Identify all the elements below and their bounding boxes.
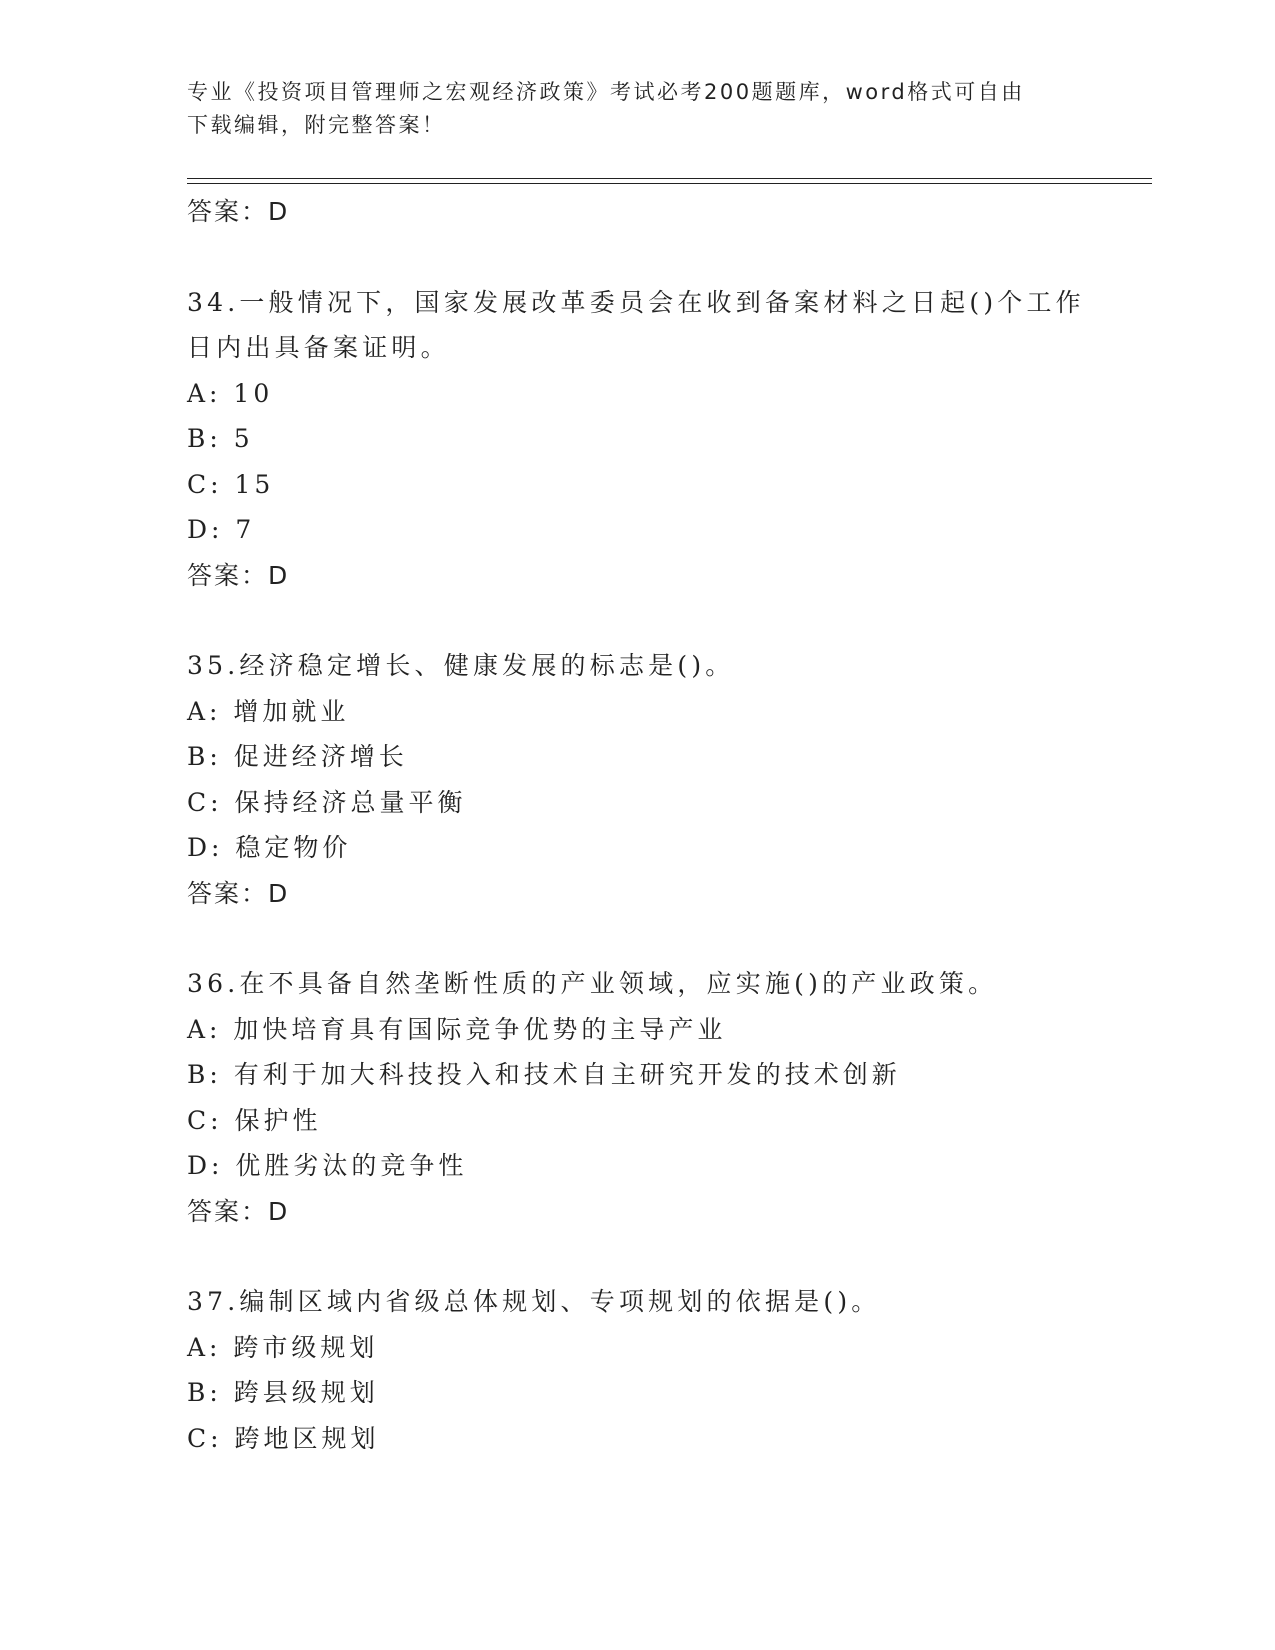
previous-answer: 答案：D <box>187 197 290 226</box>
header-line-2: 下载编辑，附完整答案！ <box>187 113 446 137</box>
option-b: B: 有利于加大科技投入和技术自主研究开发的技术创新 <box>187 1060 901 1089</box>
option-c: C: 15 <box>187 469 275 499</box>
header-rule-top <box>187 178 1152 179</box>
option-b: B: 5 <box>187 424 254 453</box>
option-d: D: 稳定物价 <box>187 833 352 862</box>
question-stem: 34.一般情况下，国家发展改革委员会在收到备案材料之日起()个工作 <box>187 287 1085 317</box>
option-b: B: 促进经济增长 <box>187 742 408 771</box>
option-c: C: 保护性 <box>187 1105 322 1135</box>
option-d: D: 7 <box>187 515 256 544</box>
header-line-1: 专业《投资项目管理师之宏观经济政策》考试必考200题题库，word格式可自由 <box>187 80 1025 104</box>
question-list <box>187 189 1152 1461</box>
question-35 <box>187 643 1152 916</box>
option-c: C: 跨地区规划 <box>187 1423 380 1453</box>
question-stem: 日内出具备案证明。 <box>187 333 450 362</box>
question-stem: 35.经济稳定增长、健康发展的标志是()。 <box>187 651 735 680</box>
option-a: A: 增加就业 <box>187 696 350 726</box>
question-37 <box>187 1279 1152 1461</box>
question-stem: 37.编制区域内省级总体规划、专项规划的依据是()。 <box>187 1287 881 1316</box>
question-34 <box>187 280 1152 599</box>
answer: 答案：D <box>187 1196 290 1226</box>
option-d: D: 优胜劣汰的竞争性 <box>187 1151 468 1180</box>
option-a: A: 10 <box>187 378 274 408</box>
question-stem: 36.在不具备自然垄断性质的产业领域，应实施()的产业政策。 <box>187 969 998 998</box>
answer: 答案：D <box>187 560 290 590</box>
question-36 <box>187 961 1152 1234</box>
option-b: B: 跨县级规划 <box>187 1378 379 1407</box>
answer: 答案：D <box>187 878 290 908</box>
document-header <box>187 76 1087 142</box>
option-c: C: 保持经济总量平衡 <box>187 787 467 817</box>
header-rule-bottom <box>187 183 1152 184</box>
option-a: A: 跨市级规划 <box>187 1332 379 1362</box>
option-a: A: 加快培育具有国际竞争优势的主导产业 <box>187 1014 727 1044</box>
